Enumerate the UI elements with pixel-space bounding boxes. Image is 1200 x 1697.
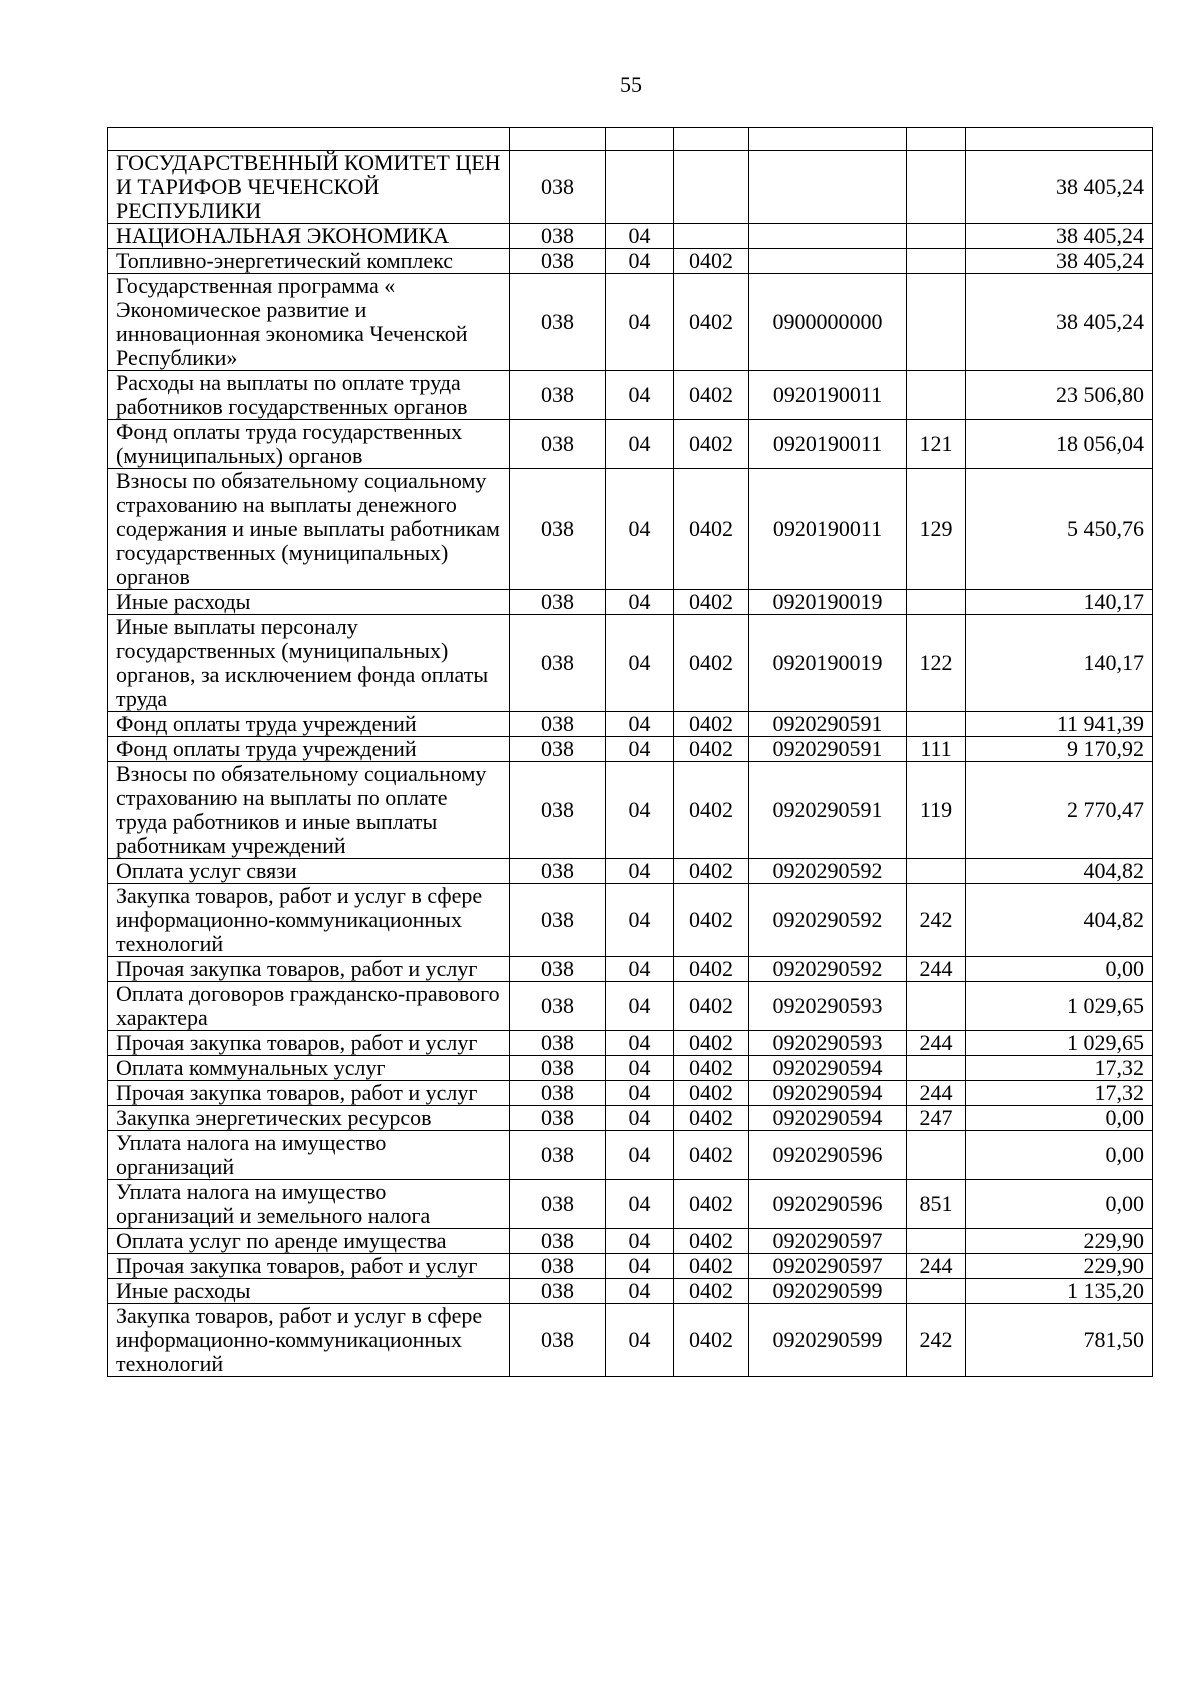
table-row xyxy=(108,1106,1153,1131)
row-expense-type-code xyxy=(907,371,966,420)
row-subsection-code: 0402 xyxy=(674,982,749,1031)
row-name: Оплата договоров гражданско-правового характера xyxy=(108,982,510,1031)
table-row xyxy=(108,615,1153,712)
row-amount: 38 405,24 xyxy=(966,151,1153,224)
row-target-code: 0920290599 xyxy=(749,1304,907,1377)
row-ministry-code: 038 xyxy=(510,615,606,712)
row-expense-type-code xyxy=(907,1056,966,1081)
row-expense-type-code: 242 xyxy=(907,884,966,957)
row-ministry-code: 038 xyxy=(510,1254,606,1279)
row-amount: 1 135,20 xyxy=(966,1279,1153,1304)
row-subsection-code: 0402 xyxy=(674,420,749,469)
row-amount: 18 056,04 xyxy=(966,420,1153,469)
row-section-code: 04 xyxy=(606,1279,674,1304)
row-expense-type-code xyxy=(907,590,966,615)
row-subsection-code: 0402 xyxy=(674,1081,749,1106)
table-row xyxy=(108,420,1153,469)
row-name: НАЦИОНАЛЬНАЯ ЭКОНОМИКА xyxy=(108,224,510,249)
row-amount: 38 405,24 xyxy=(966,224,1153,249)
row-subsection-code: 0402 xyxy=(674,615,749,712)
row-expense-type-code: 111 xyxy=(907,737,966,762)
row-name: Взносы по обязательному социальному страхованию на выплаты денежного содержания и иные выплаты работникам государственных (муниципальных) органов xyxy=(108,469,510,590)
row-amount: 17,32 xyxy=(966,1081,1153,1106)
header-cell xyxy=(966,128,1153,151)
row-subsection-code: 0402 xyxy=(674,1180,749,1229)
row-ministry-code: 038 xyxy=(510,1031,606,1056)
budget-table xyxy=(107,127,1153,1377)
row-expense-type-code: 244 xyxy=(907,1254,966,1279)
row-target-code: 0920190019 xyxy=(749,615,907,712)
row-amount: 1 029,65 xyxy=(966,982,1153,1031)
row-target-code: 0920290593 xyxy=(749,982,907,1031)
row-target-code: 0920290599 xyxy=(749,1279,907,1304)
row-section-code: 04 xyxy=(606,957,674,982)
row-section-code: 04 xyxy=(606,1106,674,1131)
row-ministry-code: 038 xyxy=(510,957,606,982)
row-amount: 5 450,76 xyxy=(966,469,1153,590)
row-expense-type-code xyxy=(907,1131,966,1180)
row-subsection-code: 0402 xyxy=(674,1279,749,1304)
table-row xyxy=(108,1304,1153,1377)
row-ministry-code: 038 xyxy=(510,982,606,1031)
row-ministry-code: 038 xyxy=(510,1081,606,1106)
row-target-code xyxy=(749,224,907,249)
row-name: Закупка товаров, работ и услуг в сфере информационно-коммуникационных технологий xyxy=(108,884,510,957)
row-ministry-code: 038 xyxy=(510,1180,606,1229)
row-ministry-code: 038 xyxy=(510,469,606,590)
row-expense-type-code: 122 xyxy=(907,615,966,712)
row-target-code: 0920290597 xyxy=(749,1229,907,1254)
row-name: Закупка товаров, работ и услуг в сфере информационно-коммуникационных технологий xyxy=(108,1304,510,1377)
row-target-code: 0920290592 xyxy=(749,859,907,884)
table-row xyxy=(108,274,1153,371)
row-amount: 0,00 xyxy=(966,1180,1153,1229)
row-target-code: 0920290591 xyxy=(749,737,907,762)
row-name: Иные выплаты персоналу государственных (муниципальных) органов, за исключением фонда оплаты труда xyxy=(108,615,510,712)
table-row xyxy=(108,1131,1153,1180)
row-section-code: 04 xyxy=(606,982,674,1031)
row-section-code: 04 xyxy=(606,1031,674,1056)
row-section-code: 04 xyxy=(606,224,674,249)
row-subsection-code: 0402 xyxy=(674,1031,749,1056)
row-name: ГОСУДАРСТВЕННЫЙ КОМИТЕТ ЦЕН И ТАРИФОВ ЧЕЧЕНСКОЙ РЕСПУБЛИКИ xyxy=(108,151,510,224)
row-section-code: 04 xyxy=(606,1131,674,1180)
row-amount: 404,82 xyxy=(966,884,1153,957)
table-row xyxy=(108,1031,1153,1056)
table-row xyxy=(108,590,1153,615)
row-expense-type-code xyxy=(907,151,966,224)
row-expense-type-code: 119 xyxy=(907,762,966,859)
row-subsection-code: 0402 xyxy=(674,1304,749,1377)
table-row xyxy=(108,737,1153,762)
row-subsection-code: 0402 xyxy=(674,1229,749,1254)
table-row xyxy=(108,1180,1153,1229)
row-name: Прочая закупка товаров, работ и услуг xyxy=(108,1081,510,1106)
row-expense-type-code: 242 xyxy=(907,1304,966,1377)
table-row xyxy=(108,762,1153,859)
table-header-row xyxy=(108,128,1153,151)
row-target-code: 0920190011 xyxy=(749,469,907,590)
row-amount: 38 405,24 xyxy=(966,249,1153,274)
row-subsection-code: 0402 xyxy=(674,884,749,957)
row-ministry-code: 038 xyxy=(510,420,606,469)
table-row xyxy=(108,249,1153,274)
row-ministry-code: 038 xyxy=(510,712,606,737)
row-section-code: 04 xyxy=(606,590,674,615)
table-row xyxy=(108,982,1153,1031)
row-target-code: 0920290594 xyxy=(749,1056,907,1081)
row-section-code: 04 xyxy=(606,1229,674,1254)
row-name: Прочая закупка товаров, работ и услуг xyxy=(108,957,510,982)
row-subsection-code: 0402 xyxy=(674,1056,749,1081)
row-target-code xyxy=(749,151,907,224)
table-row xyxy=(108,712,1153,737)
row-target-code: 0920290592 xyxy=(749,957,907,982)
row-expense-type-code xyxy=(907,1229,966,1254)
row-subsection-code: 0402 xyxy=(674,1106,749,1131)
row-amount: 11 941,39 xyxy=(966,712,1153,737)
row-subsection-code xyxy=(674,224,749,249)
row-ministry-code: 038 xyxy=(510,1056,606,1081)
row-expense-type-code: 129 xyxy=(907,469,966,590)
row-section-code: 04 xyxy=(606,249,674,274)
table-row xyxy=(108,151,1153,224)
row-target-code: 0920290592 xyxy=(749,884,907,957)
row-target-code: 0920290596 xyxy=(749,1180,907,1229)
row-target-code: 0900000000 xyxy=(749,274,907,371)
row-expense-type-code: 121 xyxy=(907,420,966,469)
row-ministry-code: 038 xyxy=(510,1106,606,1131)
row-amount: 781,50 xyxy=(966,1304,1153,1377)
table-row xyxy=(108,224,1153,249)
row-section-code: 04 xyxy=(606,1180,674,1229)
header-cell xyxy=(749,128,907,151)
row-amount: 2 770,47 xyxy=(966,762,1153,859)
row-amount: 0,00 xyxy=(966,1106,1153,1131)
header-cell xyxy=(907,128,966,151)
row-target-code: 0920290596 xyxy=(749,1131,907,1180)
row-amount: 229,90 xyxy=(966,1229,1153,1254)
row-name: Оплата услуг связи xyxy=(108,859,510,884)
table-body xyxy=(108,128,1153,1377)
row-expense-type-code xyxy=(907,274,966,371)
page-number: 55 xyxy=(620,72,642,97)
row-ministry-code: 038 xyxy=(510,274,606,371)
row-target-code: 0920290597 xyxy=(749,1254,907,1279)
row-expense-type-code: 247 xyxy=(907,1106,966,1131)
row-amount: 140,17 xyxy=(966,590,1153,615)
row-expense-type-code xyxy=(907,224,966,249)
row-subsection-code: 0402 xyxy=(674,249,749,274)
row-ministry-code: 038 xyxy=(510,737,606,762)
row-subsection-code: 0402 xyxy=(674,590,749,615)
row-target-code: 0920290594 xyxy=(749,1106,907,1131)
table-row xyxy=(108,1254,1153,1279)
row-ministry-code: 038 xyxy=(510,762,606,859)
row-section-code: 04 xyxy=(606,371,674,420)
row-section-code: 04 xyxy=(606,274,674,371)
row-section-code: 04 xyxy=(606,712,674,737)
row-section-code: 04 xyxy=(606,737,674,762)
row-expense-type-code: 244 xyxy=(907,1081,966,1106)
row-ministry-code: 038 xyxy=(510,590,606,615)
row-ministry-code: 038 xyxy=(510,249,606,274)
row-amount: 0,00 xyxy=(966,957,1153,982)
header-cell xyxy=(606,128,674,151)
row-name: Фонд оплаты труда учреждений xyxy=(108,712,510,737)
row-amount: 229,90 xyxy=(966,1254,1153,1279)
row-expense-type-code xyxy=(907,859,966,884)
table-row xyxy=(108,1056,1153,1081)
table-row xyxy=(108,1279,1153,1304)
table-row xyxy=(108,957,1153,982)
row-subsection-code: 0402 xyxy=(674,957,749,982)
row-section-code: 04 xyxy=(606,884,674,957)
row-subsection-code: 0402 xyxy=(674,274,749,371)
row-ministry-code: 038 xyxy=(510,1279,606,1304)
table-row xyxy=(108,884,1153,957)
row-target-code: 0920190019 xyxy=(749,590,907,615)
row-amount: 0,00 xyxy=(966,1131,1153,1180)
row-expense-type-code: 244 xyxy=(907,957,966,982)
row-subsection-code: 0402 xyxy=(674,1131,749,1180)
row-subsection-code: 0402 xyxy=(674,469,749,590)
row-expense-type-code xyxy=(907,1279,966,1304)
row-name: Фонд оплаты труда учреждений xyxy=(108,737,510,762)
row-expense-type-code: 851 xyxy=(907,1180,966,1229)
row-subsection-code: 0402 xyxy=(674,712,749,737)
row-amount: 404,82 xyxy=(966,859,1153,884)
row-name: Иные расходы xyxy=(108,1279,510,1304)
row-name: Иные расходы xyxy=(108,590,510,615)
header-cell xyxy=(510,128,606,151)
row-name: Уплата налога на имущество организаций xyxy=(108,1131,510,1180)
row-expense-type-code: 244 xyxy=(907,1031,966,1056)
table-row xyxy=(108,1081,1153,1106)
row-section-code xyxy=(606,151,674,224)
row-name: Расходы на выплаты по оплате труда работников государственных органов xyxy=(108,371,510,420)
row-ministry-code: 038 xyxy=(510,1229,606,1254)
row-name: Топливно-энергетический комплекс xyxy=(108,249,510,274)
row-name: Закупка энергетических ресурсов xyxy=(108,1106,510,1131)
row-amount: 23 506,80 xyxy=(966,371,1153,420)
row-section-code: 04 xyxy=(606,420,674,469)
row-subsection-code: 0402 xyxy=(674,737,749,762)
row-ministry-code: 038 xyxy=(510,1131,606,1180)
row-name: Прочая закупка товаров, работ и услуг xyxy=(108,1254,510,1279)
table-row xyxy=(108,1229,1153,1254)
row-section-code: 04 xyxy=(606,1254,674,1279)
row-target-code: 0920190011 xyxy=(749,420,907,469)
row-ministry-code: 038 xyxy=(510,859,606,884)
row-target-code: 0920190011 xyxy=(749,371,907,420)
row-expense-type-code xyxy=(907,249,966,274)
row-ministry-code: 038 xyxy=(510,1304,606,1377)
row-section-code: 04 xyxy=(606,1304,674,1377)
header-cell xyxy=(674,128,749,151)
header-cell xyxy=(108,128,510,151)
row-ministry-code: 038 xyxy=(510,151,606,224)
row-amount: 38 405,24 xyxy=(966,274,1153,371)
row-name: Оплата услуг по аренде имущества xyxy=(108,1229,510,1254)
row-section-code: 04 xyxy=(606,469,674,590)
row-name: Взносы по обязательному социальному страхованию на выплаты по оплате труда работников и иные выплаты работникам учреждений xyxy=(108,762,510,859)
row-target-code: 0920290591 xyxy=(749,762,907,859)
row-name: Прочая закупка товаров, работ и услуг xyxy=(108,1031,510,1056)
row-expense-type-code xyxy=(907,712,966,737)
row-subsection-code: 0402 xyxy=(674,859,749,884)
table-row xyxy=(108,859,1153,884)
row-amount: 140,17 xyxy=(966,615,1153,712)
row-ministry-code: 038 xyxy=(510,224,606,249)
row-subsection-code: 0402 xyxy=(674,1254,749,1279)
row-name: Фонд оплаты труда государственных (муниципальных) органов xyxy=(108,420,510,469)
row-section-code: 04 xyxy=(606,615,674,712)
row-target-code: 0920290591 xyxy=(749,712,907,737)
row-target-code xyxy=(749,249,907,274)
table-row xyxy=(108,469,1153,590)
row-amount: 1 029,65 xyxy=(966,1031,1153,1056)
row-section-code: 04 xyxy=(606,859,674,884)
row-section-code: 04 xyxy=(606,762,674,859)
row-target-code: 0920290594 xyxy=(749,1081,907,1106)
row-ministry-code: 038 xyxy=(510,371,606,420)
row-subsection-code: 0402 xyxy=(674,371,749,420)
row-ministry-code: 038 xyxy=(510,884,606,957)
row-amount: 17,32 xyxy=(966,1056,1153,1081)
row-target-code: 0920290593 xyxy=(749,1031,907,1056)
table-row xyxy=(108,371,1153,420)
row-name: Оплата коммунальных услуг xyxy=(108,1056,510,1081)
row-section-code: 04 xyxy=(606,1056,674,1081)
row-section-code: 04 xyxy=(606,1081,674,1106)
row-name: Государственная программа « Экономическое развитие и инновационная экономика Чеченской Республики» xyxy=(108,274,510,371)
row-expense-type-code xyxy=(907,982,966,1031)
row-subsection-code xyxy=(674,151,749,224)
row-name: Уплата налога на имущество организаций и земельного налога xyxy=(108,1180,510,1229)
row-amount: 9 170,92 xyxy=(966,737,1153,762)
row-subsection-code: 0402 xyxy=(674,762,749,859)
